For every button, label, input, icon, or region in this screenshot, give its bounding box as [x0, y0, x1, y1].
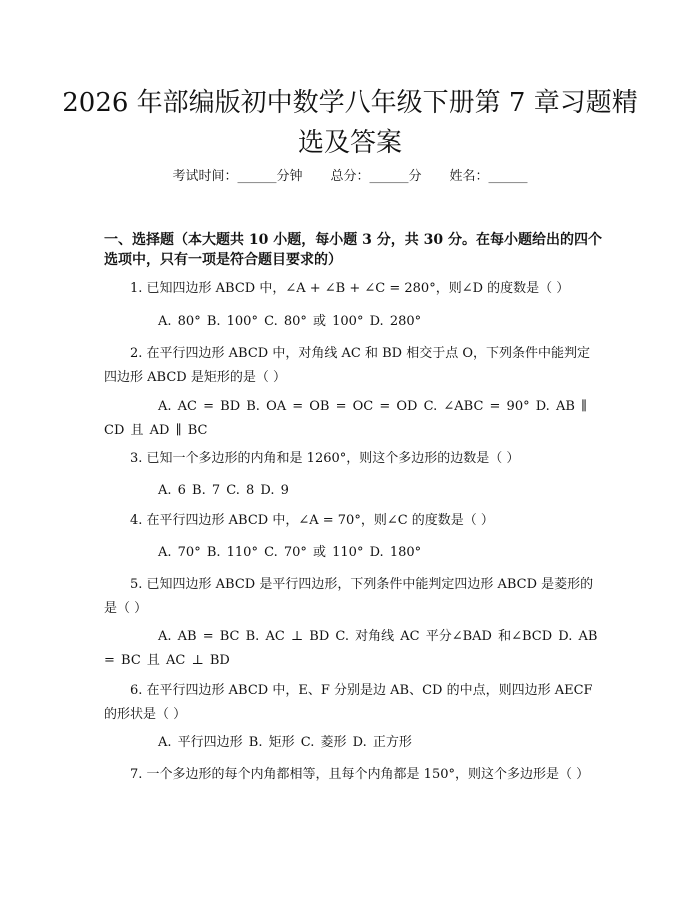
document-title: 2026 年部编版初中数学八年级下册第 7 章习题精选及答案	[62, 88, 638, 158]
question-5-options: A. AB = BC B. AC ⊥ BD C. 对角线 AC 平分∠BAD 和∠BCD D. AB = BC 且 AC ⊥ BD	[104, 629, 598, 668]
question-5-stem: 5. 已知四边形 ABCD 是平行四边形，下列条件中能判定四边形 ABCD 是菱形的是（ ）	[104, 577, 594, 616]
student-name-field: 姓名：______	[449, 169, 528, 184]
question-3-options: A. 6 B. 7 C. 8 D. 9	[158, 483, 289, 498]
exam-info-line	[0, 167, 700, 187]
question-1-stem: 1. 已知四边形 ABCD 中，∠A + ∠B + ∠C = 280°，则∠D 的度数是（ ）	[130, 281, 570, 296]
question-1-options: A. 80° B. 100° C. 80° 或 100° D. 280°	[158, 314, 422, 329]
question-2-stem: 2. 在平行四边形 ABCD 中，对角线 AC 和 BD 相交于点 O，下列条件中能判定四边形 ABCD 是矩形的是（ ）	[104, 346, 590, 385]
question-6-stem: 6. 在平行四边形 ABCD 中，E、F 分别是边 AB、CD 的中点，则四边形 AECF 的形状是（ ）	[104, 683, 593, 722]
section-heading: 一、选择题（本大题共 10 小题，每小题 3 分，共 30 分。在每小题给出的四个选项中，只有一项是符合题目要求的）	[104, 232, 602, 268]
total-score-field: 总分：______分	[330, 169, 422, 184]
question-4-stem: 4. 在平行四边形 ABCD 中，∠A = 70°，则∠C 的度数是（ ）	[130, 513, 494, 528]
question-6-options: A. 平行四边形 B. 矩形 C. 菱形 D. 正方形	[158, 735, 412, 750]
question-3-stem: 3. 已知一个多边形的内角和是 1260°，则这个多边形的边数是（ ）	[130, 451, 520, 466]
question-7-stem: 7. 一个多边形的每个内角都相等，且每个内角都是 150°，则这个多边形是（ ）	[130, 767, 590, 782]
question-2-options: A. AC = BD B. OA = OB = OC = OD C. ∠ABC = 90° D. AB ∥ CD 且 AD ∥ BC	[104, 399, 588, 438]
exam-time-field: 考试时间：______分钟	[172, 169, 303, 184]
question-4-options: A. 70° B. 110° C. 70° 或 110° D. 180°	[158, 545, 422, 560]
